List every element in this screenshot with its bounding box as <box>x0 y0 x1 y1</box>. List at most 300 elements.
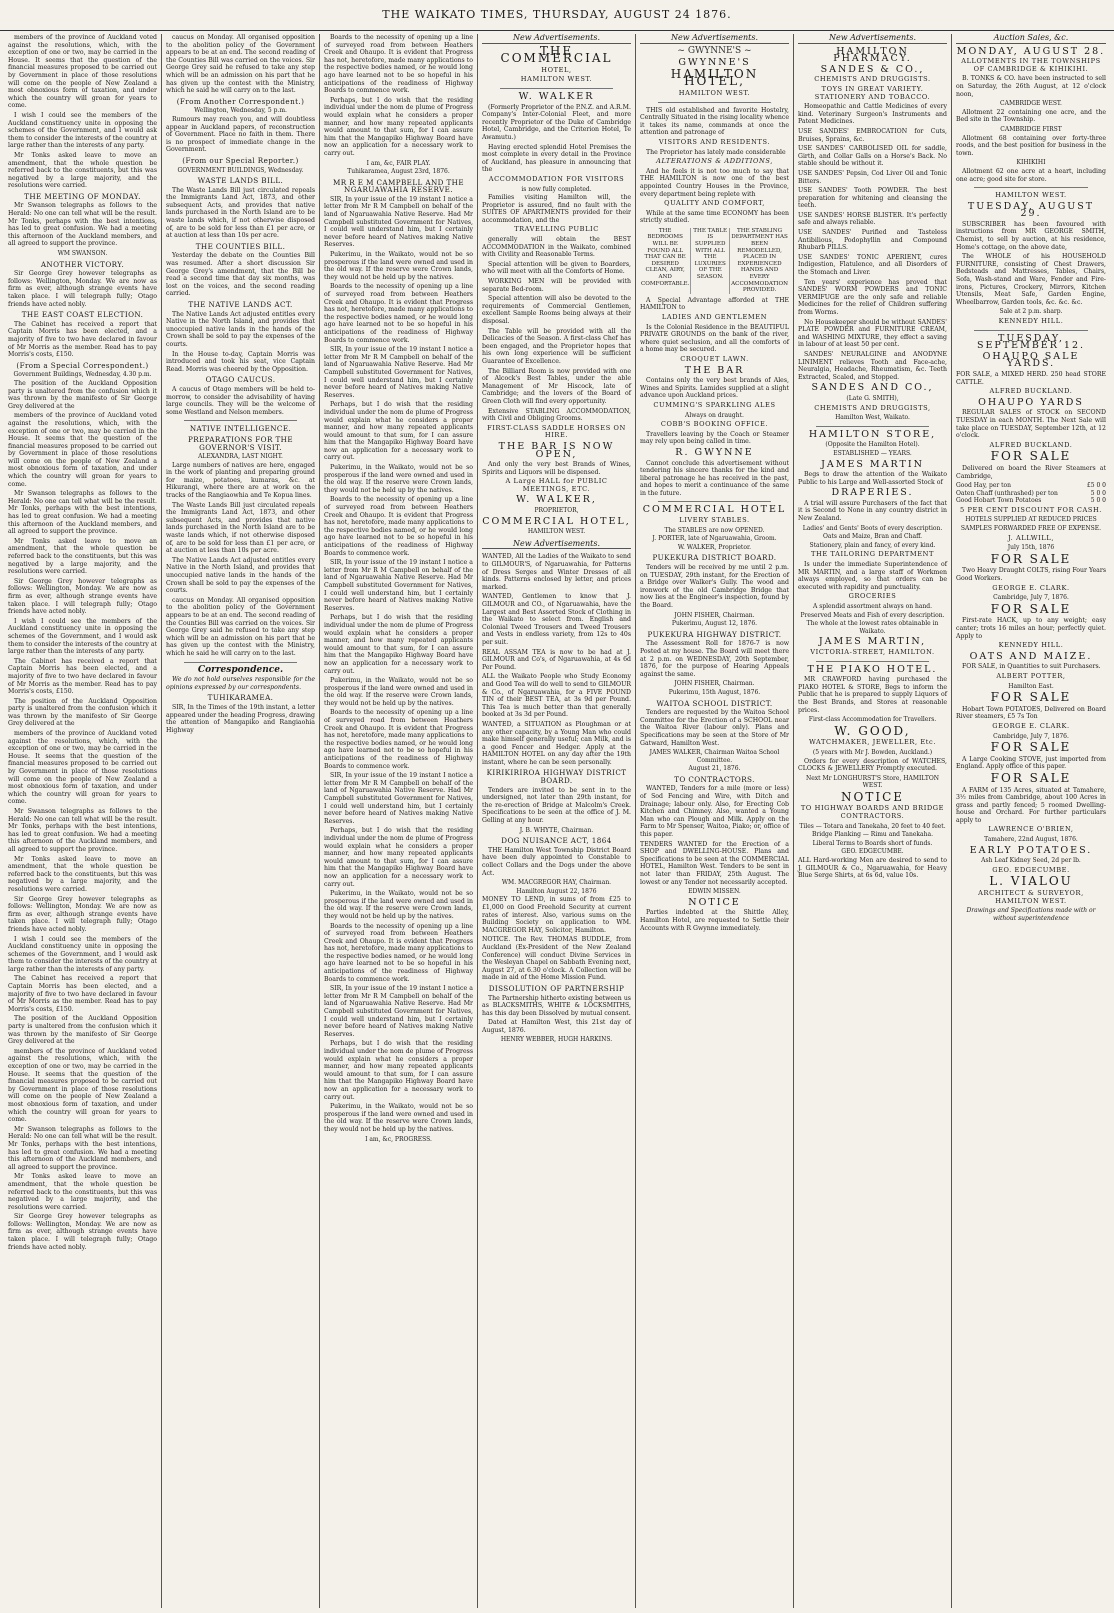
feature-table: THE TABLE IS SUPPLIED WITH ALL THE LUXURIES OF THE SEASON. <box>691 228 730 294</box>
signature: J. B. WHYTE, Chairman. <box>519 826 594 834</box>
section-heading: THE COUNTIES BILL. <box>195 241 286 251</box>
ad-title: FOR SALE <box>990 770 1072 785</box>
ad-emphasis: THE BAR IS NOW OPEN, <box>498 440 615 460</box>
ad-paragraph: The Partnership hitherto existing between us as BLACKSMITHS, WHITE & LOCKSMITHS, has this day been Dissolved by mutual consent. <box>482 994 631 1017</box>
ad-line: Bridge Planking — Rimu and Tanekaha. <box>812 831 933 839</box>
ad-heading: PUKEKURA HIGHWAY DISTRICT. <box>647 629 782 639</box>
article-paragraph: Pukerimu, in the Waikato, would not be so prosperous if the land were owned and used in the old way. If the reserve were Crown lands, they would not be held up by the natives. <box>324 890 473 920</box>
column-header: New Advertisements. <box>482 34 631 44</box>
signature: ALFRED BUCKLAND. <box>989 387 1073 396</box>
signature: EDWIN MISSEN. <box>688 888 741 896</box>
ad-paragraph: (Formerly Proprietor of the P.N.Z. and A.R.M. Company's Inter-Colonial Fleet, and more recently Proprietor of the Duke of Cambridge Hotel, Cambridge, and the Criterion Hotel, Te Awamutu.) <box>482 103 631 141</box>
ad-title: NOTICE <box>840 789 905 804</box>
article-paragraph: Pukerimu, in the Waikato, would not be so prosperous if the land were owned and used in the old way. If the reserve were Crown lands, they would not be held up by the natives. <box>324 1103 473 1133</box>
newspaper-page <box>4 34 1110 1608</box>
column-header: Auction Sales, &c. <box>956 34 1106 44</box>
ad-subtitle: TO HIGHWAY BOARDS AND BRIDGE CONTRACTORS. <box>800 804 945 821</box>
section-heading: NATIVE INTELLIGENCE. <box>189 424 292 434</box>
ad-line: HAMILTON WEST. <box>527 528 586 536</box>
ad-emphasis: LADIES AND GENTLEMEN <box>661 313 768 321</box>
ad-paragraph: B. TONKS & CO. have been instructed to sell on Saturday, the 26th August, at 12 o'clock noon, <box>956 75 1106 98</box>
article-paragraph: Rumours may reach you, and will doubtless appear in Auckland papers, of reconstruction of Government. Place no faith in them. There is no prospect of immediate change in the Government. <box>166 115 315 154</box>
ad-paragraph: The Proprietor has lately made considerable <box>646 148 786 156</box>
dateline: Pukerimu, August 12, 1876. <box>671 620 758 628</box>
ad-paragraph: FOR SALE, in Quantities to suit Purchasers. <box>962 663 1101 671</box>
feature-boxes <box>640 228 789 294</box>
ad-heading: TO CONTRACTORS. <box>674 774 755 784</box>
article-paragraph: Boards to the necessity of opening up a line of surveyed road from between Heathers Creek and Ohaupo. It is evident that Progress has not, heretofore, made many applications to the respective bodies named, or he would long ago have learned not to be so hopeful in his anticipations of the readiness of Highway Boards to commence work. <box>324 283 473 344</box>
ad-title: FOR SALE <box>990 449 1072 464</box>
article-paragraph: Mr Swanson telegraphs as follows to the Herald: No one can tell what will be the result. Mr Tonks, perhaps with the best intentions, has led to great confusion. We had a meeting this afternoon of the Auckland members, and all agreed to support the province. <box>8 202 157 248</box>
ad-title: FOR SALE <box>990 690 1072 705</box>
divider <box>658 501 771 502</box>
ad-heading: KIRIKIRIROA HIGHWAY DISTRICT BOARD. <box>486 768 627 786</box>
ad-paragraph: Parties indebted at the Shittle Alley, Hamilton Hotel, are requested to Settle their Accounts with R Gwynne immediately. <box>640 909 789 932</box>
ad-name: W. WALKER <box>518 90 595 102</box>
column-2 <box>162 34 320 1608</box>
article-paragraph: SIR, In your issue of the 19 instant I notice a letter from Mr R M Campbell on behalf of the land of Ngaruawahia Native Reserve. Had Mr Campbell substituted Government for Natives, I could well understand him, but I certainly never before heard of Natives making Native Reserves. <box>324 772 473 825</box>
ad-title: HAMILTON PHARMACY. <box>833 45 912 65</box>
ad-line: PROPRIETOR, <box>534 507 579 515</box>
section-heading: OTAGO CAUCUS. <box>205 375 276 385</box>
ad-subtitle: CHEMISTS AND DRUGGISTS, <box>814 403 931 412</box>
column-4 <box>478 34 636 1608</box>
editorial-note: We do not hold ourselves responsible for the opinions expressed by our correspondents. <box>166 676 315 691</box>
ad-line: Tiles — Totara and Tanekaha, 20 feet to 40 feet. <box>799 822 946 830</box>
ad-line: Drawings and Specifications made with or without superintendence <box>966 907 1096 922</box>
column-6 <box>794 34 952 1608</box>
ad-paragraph: Hobart Town POTATOES, Delivered on Board River steamers, £5 7s Ton <box>956 705 1106 721</box>
article-paragraph: members of the province of Auckland voted against the resolutions, which, with the exception of one or two, may be carried in the House. It seems that the question of the financial measures proposed to be carried out by Government in place of those resolutions will come on the people of New Zealand a most obnoxious form of taxation, and under which the country will groan for years to come. <box>8 34 157 110</box>
ad-paragraph: A trial will assure Purchasers of the fact that it is Second to None in any country district in New Zealand. <box>798 499 947 523</box>
masthead <box>0 0 1114 31</box>
ad-paragraph: Travellers leaving by the Coach or Steamer may rely upon being called in time. <box>640 430 789 446</box>
section-heading: ANOTHER VICTORY. <box>40 259 125 269</box>
ad-paragraph: WORKING MEN will be provided with separate Bed-room. <box>482 278 631 293</box>
section-heading: MR R E M CAMPBELL AND THE NGARUAWAHIA RESERVE. <box>332 177 464 195</box>
ad-paragraph: First-rate HACK, up to any weight; easy canter; trots 16 miles an hour; perfectly quiet. Apply to <box>956 617 1106 640</box>
dateline: Hamilton August 22, 1876 <box>516 887 597 895</box>
ad-emphasis: CROQUET LAWN. <box>680 354 749 363</box>
section-heading: (From a Special Correspondent.) <box>16 360 149 370</box>
signature: KENNEDY HILL. <box>998 317 1064 325</box>
article-paragraph: Yesterday the debate on the Counties Bill was resumed. After a short discussion Sir George Grey's amendment, that the Bill be read a second time that day six months, was lost on the voices, and the second reading carried. <box>166 252 315 298</box>
ad-paragraph: ALL Hard-working Men are desired to send to J. GILMOUR & Co., Ngaruawahia, for Heavy Blue Serge Shirts, at 6s 6d, value 10s. <box>798 857 947 880</box>
signature: W. WALKER, Proprietor. <box>677 543 752 551</box>
article-paragraph: SIR, In your issue of the 19 instant I notice a letter from Mr R M Campbell on behalf of the land of Ngaruawahia Native Reserve. Had Mr Campbell substituted Government for Natives, I could well understand him, but I certainly never before heard of Natives making Native Reserves. <box>324 346 473 399</box>
ad-paragraph: Special attention will also be devoted to the requirements of Commercial Gentlemen, excellent Sample Rooms being always at their disposal. <box>482 295 631 325</box>
ad-line: J. PORTER, late of Ngaruawahia, Groom. <box>652 535 777 543</box>
price-row: Oaten Chaff (unthrashed) per ton 5 0 0 <box>956 489 1106 497</box>
article-paragraph: caucus on Monday. All organised opposition to the abolition policy of the Government appears to be at an end. The second reading of the Counties Bill was carried on the voices. Sir George Grey said he refused to take any step which will be an admission on his part that he has given up the contest with the Ministry, which he said he will carry on to the last. <box>166 596 315 657</box>
article-paragraph: Perhaps, but I do wish that the residing individual under the nom de plume of Progress would explain what he considers a proper manner, and how many repeated applicants would amount to that sum, for I can assure him that the Mangapiko Highway Board have now an application for a necessary work to carry out. <box>324 614 473 675</box>
ad-line: A splendid assortment always on hand. <box>812 603 933 610</box>
ad-paragraph: Allotment 22 containing one acre, and the Bed site in the Township. <box>956 108 1106 124</box>
ad-emphasis: ALTERATIONS & ADDITIONS, <box>656 157 773 166</box>
ad-paragraph: USE SANDES' Purified and Tasteless Antibilious, Podophyllin and Compound Rhubarb PILLS. <box>798 229 947 252</box>
ad-paragraph: MR CRAWFORD having purchased the PIAKO HOTEL & STORE, Begs to inform the Public that he is prepared to supply Liquors of the Best Brands, and Stores at reasonable prices. <box>798 676 947 714</box>
ad-line: KIHIKIHI <box>1016 159 1046 167</box>
ad-emphasis: VISITORS AND RESIDENTS. <box>658 137 771 146</box>
article-paragraph: I wish I could see the members of the Auckland constituency unite in opposing the schemes of the Government, and I would ask them to consider the interests of the country at large rather than the interests of any party. <box>8 935 157 973</box>
ad-line: Next Mr LONGHURST'S Store, HAMILTON WEST. <box>805 774 940 790</box>
ad-line: Liberal Terms to Boards short of funds. <box>812 839 933 847</box>
ad-paragraph: Families visiting Hamilton will, the Proprietor is assured, find no fault with the SUITES OF APARTMENTS provided for their accommodation, and the <box>482 194 631 224</box>
article-paragraph: Pukerimu, in the Waikato, would not be so prosperous if the land were owned and used in the old way. If the reserve were Crown lands, they would not be held up by the natives. <box>324 677 473 707</box>
ad-title: THE COMMERCIAL <box>500 43 613 66</box>
ad-paragraph: SANDES' NEURALGINE and ANODYNE LINIMENT relieves Tooth and Face-ache, Neuralgia, Headache, Rheumatism, &c. Teeth Extracted, Scaled, and Stopped. <box>798 350 947 381</box>
ad-paragraph: WANTED, Tenders for a mile (more or less) of Sod Fencing and Wire, with Ditch and Drainage; labour only. Also, for Erecting Cob Kitchen and Chimney. Also, wanted a Young Man who can Plough and Milk. Apply on the Farm to Mr Spenser, Waitoa, Piako; or, office of this paper. <box>640 785 789 839</box>
sale-date: MONDAY, AUGUST 28. <box>956 45 1106 57</box>
feature-stabling: THE STABLING DEPARTMENT HAS BEEN REMODELLED, PLACED IN EXPERIENCED HANDS AND EVERY ACCOMMODATION PROVIDED. <box>731 227 788 294</box>
article-paragraph: Sir George Grey however telegraphs as follows: Wellington, Monday. We are now as firm as ever, although strange events have taken place. I will telegraph fully; Otago friends have acted nobly. <box>8 895 157 933</box>
dateline: Tuhikaramea, August 23rd, 1876. <box>347 168 450 176</box>
ad-paragraph: Tenders are requested by the Waitoa School Committee for the Erection of a SCHOOL near the Waitoa River (labour only). Plans and Specifications may be seen at the Store of Mr Gatward, Hamilton West. <box>640 709 789 747</box>
article-paragraph: Mr Swanson telegraphs as follows to the Herald: No one can tell what will be the result. Mr Tonks, perhaps with the best intentions, has led to great confusion. We had a meeting this afternoon of the Auckland members, and all agreed to support the province. <box>8 1125 157 1171</box>
ad-title: COMMERCIAL HOTEL <box>642 504 787 516</box>
article-paragraph: Perhaps, but I do wish that the residing individual under the nom de plume of Progress would explain what he considers a proper manner, and how many repeated applicants would amount to that sum, for I can assure him that the Mangapiko Highway Board have now an application for a necessary work to carry out. <box>324 1040 473 1101</box>
dateline: GOVERNMENT BUILDINGS, Wednesday. <box>177 166 304 174</box>
ad-title: L. VIALOU <box>989 874 1073 889</box>
ad-subtitle: ALLOTMENTS IN THE TOWNSHIPS OF CAMBRIDGE & KIHIKIHI. <box>961 57 1101 73</box>
ad-paragraph: Orders for every description of WATCHES, CLOCKS & JEWELLERY Promptly executed. <box>798 757 947 773</box>
article-paragraph: Boards to the necessity of opening up a line of surveyed road from between Heathers Creek and Ohaupo. It is evident that Progress has not, heretofore, made many applications to the respective bodies named, or he would long ago have learned not to be so hopeful in his anticipations of the readiness of Highway Boards to commence work. <box>324 496 473 557</box>
ad-emphasis: DRAPERIES. <box>831 487 914 499</box>
section-heading: PREPARATIONS FOR THE GOVERNOR'S VISIT. <box>188 434 293 452</box>
divider <box>816 426 929 427</box>
ad-subtitle: VICTORIA-STREET, HAMILTON. <box>810 647 935 656</box>
ad-line: The whole at the lowest rates obtainable in Waikato. <box>806 620 939 635</box>
column-1 <box>4 34 162 1608</box>
ad-paragraph: REGULAR SALES of STOCK on SECOND TUESDAY in each MONTH. The Next Sale will take place on TUESDAY, September 12th, at 12 o'clock. <box>956 409 1106 440</box>
column-3 <box>320 34 478 1608</box>
ad-paragraph: Dated at Hamilton West, this 21st day of August, 1876. <box>482 1019 631 1034</box>
ad-paragraph: TENDERS WANTED for the Erection of a SHOP and DWELLING-HOUSE. Plans and Specifications to be seen at the COMMERCIAL HOTEL, Hamilton West. Tenders to be sent in not later than FRIDAY, 25th August. The lowest or any Tender not necessarily accepted. <box>640 840 789 886</box>
signature: ALFRED BUCKLAND. <box>989 440 1073 449</box>
article-paragraph: The Cabinet has received a report that Captain Morris has been elected, and a majority of five to two have declared in favour of Mr Morris as the member. Read has to pay Morris's costs, £150. <box>8 657 157 696</box>
ad-line: SAMPLES FORWARDED FREE OF EXPENSE. <box>960 525 1102 533</box>
ad-title: HAMILTON HOTEL, <box>670 66 759 89</box>
dateline: Pukerimu, 15th August, 1876. <box>668 688 761 696</box>
ad-emphasis: THE TAILORING DEPARTMENT <box>810 550 935 559</box>
price-row: Good Hobart Town Potatoes 5 0 0 <box>956 497 1106 505</box>
ad-paragraph: Extensive STABLING ACCOMMODATION, with Civil and Obliging Grooms. <box>482 407 631 423</box>
article-paragraph: SIR, In your issue of the 19 instant I notice a letter from Mr R M Campbell on behalf of the land of Ngaruawahia Native Reserve. Had Mr Campbell substituted Government for Natives, I could well understand him, but I certainly never before heard of Natives making Native Reserves. <box>324 985 473 1038</box>
ad-line: HOTELS SUPPLIED AT REDUCED PRICES <box>965 516 1097 524</box>
ad-paragraph: Ten years' experience has proved that SANDES' WORM POWDERS and TONIC VERMIFUGE are the only safe and reliable Medicines for the relief of Children suffering from Worms. <box>798 278 947 316</box>
article-paragraph: In the House to-day, Captain Morris was introduced and took his seat, vice Captain Read. Morris was cheered by the Opposition. <box>166 350 315 373</box>
ad-line: (Late G. SMITH), <box>846 394 899 402</box>
ad-line: CAMBRIDGE FIRST <box>1000 125 1062 133</box>
article-paragraph: The Cabinet has received a report that Captain Morris has been elected, and a majority of five to two have declared in favour of Mr Morris as the member. Read has to pay Morris's costs, £150. <box>8 975 157 1013</box>
ad-paragraph: USE SANDES' Tooth POWDER. The best preparation for whitening and cleansing the teeth. <box>798 187 947 210</box>
ad-paragraph: Is the Colonial Residence in the BEAUTIFUL PRIVATE GROUNDS on the bank of the river, where quiet seclusion, and all the comforts of a home may be secured. <box>640 323 789 354</box>
article-paragraph: SIR, In the Times of the 19th instant, a letter appeared under the heading Progress, drawing the attention of Mangapiko and Rangiaohia Highway <box>166 703 315 734</box>
signature: GEO. EDGECUMBE. <box>992 865 1070 874</box>
article-paragraph: The position of the Auckland Opposition party is unaltered from the confusion which it was thrown by the manifesto of Sir George Grey delivered at the <box>8 379 157 410</box>
signature: KENNEDY HILL. <box>998 641 1064 650</box>
article-paragraph: Perhaps, but I do wish that the residing individual under the nom de plume of Progress would explain what he considers a proper manner, and how many repeated applicants would amount to that sum, for I can assure him that the Mangapiko Highway Board have now an application for a necessary work to carry out. <box>324 827 473 888</box>
article-paragraph: members of the province of Auckland voted against the resolutions, which, with the exception of one or two, may be carried in the House. It seems that the question of the financial measures proposed to be carried out by Government in place of those resolutions will come on the people of New Zealand a most obnoxious form of taxation, and under which the country will groan for years to come. <box>8 412 157 488</box>
section-heading: (From our Special Reporter.) <box>182 155 299 165</box>
ad-line: Oats and Maize, Bran and Chaff. <box>822 533 923 541</box>
hotel-ornament: ~ GWYNNE'S ~ <box>677 45 752 56</box>
ad-title: OATS AND MAIZE. <box>969 650 1093 662</box>
ad-paragraph: NOTICE. The Rev. THOMAS BUDDLE, from Auckland (Ex-President of the New Zealand Conference) will conduct Divine Services in the Wesleyan Chapel on Sabbath Evening next, August 27, at 6.30 o'clock. A Collection will be made in aid of the Home Mission Fund. <box>482 936 631 982</box>
article-paragraph: SIR, In your issue of the 19 instant I notice a letter from Mr R M Campbell on behalf of the land of Ngaruawahia Native Reserve. Had Mr Campbell substituted Government for Natives, I could well understand him, but I certainly never before heard of Natives making Native Reserves. <box>324 195 473 249</box>
ad-name: SANDES AND CO., <box>811 382 934 394</box>
article-paragraph: The position of the Auckland Opposition party is unaltered from the confusion which it was thrown by the manifesto of Sir George Grey delivered at the <box>8 1015 157 1046</box>
article-paragraph: Mr Tonks asked leave to move an amendment, that the whole question be referred back to the constituents, but this was negatived by a large majority, and the resolutions were carried. <box>8 537 157 576</box>
ad-line: ESTABLISHED — YEARS. <box>833 449 912 457</box>
signature: JOHN FISHER, Chairman. <box>674 680 755 688</box>
signature: GEORGE E. CLARK. <box>992 721 1070 730</box>
article-paragraph: The Native Lands Act adjusted entitles every Native in the North Island, and provides that unoccupied native lands in the hands of the Crown shall be sold to pay the expenses of the courts. <box>166 556 315 595</box>
dateline: ALEXANDRA, LAST NIGHT. <box>198 453 283 461</box>
ad-name: JAMES MARTIN <box>821 458 924 470</box>
signature: HENRY WEBBER, HUGH HARKINS. <box>500 1036 613 1044</box>
ad-emphasis: 5 PER CENT DISCOUNT FOR CASH. <box>959 505 1102 514</box>
ad-paragraph: REAL ASSAM TEA is now to be had at J. GILMOUR and Co's, of Ngaruawahia, at 4s 6d Per Pound. <box>482 648 631 671</box>
ad-title: EARLY POTATOES. <box>969 844 1093 856</box>
ad-title: HAMILTON STORE, <box>808 428 937 440</box>
ad-paragraph: WANTED, Gentlemen to know that J. GILMOUR and CO., of Ngaruawahia, have the Largest and Best Assorted Stock of Clothing in the Waikato to select from. English and Colonial Tweed Trousers and Tweed Trousers and Vests in endless variety, from 12s to 40s per suit. <box>482 593 631 646</box>
ad-subtitle: TOYS IN GREAT VARIETY. STATIONERY AND TOBACCO. <box>814 84 931 101</box>
ad-line: Ladies' and Gents' Boots of every description. <box>802 524 943 532</box>
article-paragraph: Mr Swanson telegraphs as follows to the Herald: No one can tell what will be the result. Mr Tonks, perhaps with the best intentions, has led to great confusion. We had a meeting this afternoon of the Auckland members, and all agreed to support the province. <box>8 490 157 536</box>
ad-title: FOR SALE <box>990 601 1072 616</box>
ad-paragraph: THIS old established and favorite Hostelry, Centrally Situated in the rising locality whence it takes its name, commands at once the attention and patronage of <box>640 106 789 137</box>
dateline: Cambridge, July 7, 1876. <box>993 594 1069 602</box>
divider <box>184 420 297 421</box>
ad-subtitle: HAMILTON WEST. <box>520 75 593 84</box>
signature: I am, &c, PROGRESS. <box>365 1135 432 1143</box>
article-paragraph: caucus on Monday. All organised opposition to the abolition policy of the Government appears to be at an end. The second reading of the Counties Bill was carried on the voices. Sir George Grey said he refused to take any step which will be an admission on his part that he has given up the contest with the Ministry, which he said he will carry on to the last. <box>166 34 315 95</box>
ad-subtitle: WATCHMAKER, JEWELLER, Etc. <box>808 738 937 747</box>
ad-paragraph: Begs to draw the attention of the Waikato Public to his Large and Well-assorted Stock of <box>798 471 947 486</box>
ad-emphasis: COBB'S BOOKING OFFICE. <box>660 420 769 429</box>
article-paragraph: A caucus of Otago members will be held to-morrow, to consider the advisability of having large councils. They will be the welcome of some Westland and Nelson members. <box>166 385 315 416</box>
section-heading: THE MEETING OF MONDAY. <box>24 191 141 201</box>
dateline: July 15th, 1876 <box>1007 544 1055 552</box>
ad-subtitle: HAMILTON WEST. <box>995 191 1067 200</box>
ad-name: R. GWYNNE <box>675 446 754 458</box>
article-paragraph: Boards to the necessity of opening up a line of surveyed road from between Heathers Creek and Ohaupo. It is evident that Progress has not, heretofore, made many applications to the respective bodies named, or he would long ago have learned not to be so hopeful in his anticipations of the readiness of Highway Boards to commence work. <box>324 709 473 770</box>
divider <box>816 661 929 662</box>
ad-paragraph: USE SANDES' TONIC APERIENT, cures Indigestion, Flatulence, and all Disorders of the Stomach and Liver. <box>798 253 947 277</box>
dateline: August 21, 1876. <box>688 765 741 773</box>
article-paragraph: Perhaps, but I do wish that the residing individual under the nom de plume of Progress would explain what he considers a proper manner, and how many repeated applicants would amount to that sum, for I can assure him that the Mangapiko Highway Board have now an application for a necessary work to carry out. <box>324 96 473 157</box>
article-paragraph: Boards to the necessity of opening up a line of surveyed road from between Heathers Creek and Ohaupo. It is evident that Progress has not, heretofore, made many applications to the respective bodies named, or he would long ago have learned not to be so hopeful in his anticipations of the readiness of Highway Boards to commence work. <box>324 922 473 983</box>
article-paragraph: Pukerimu, in the Waikato, would not be so prosperous if the land were owned and used in the old way. If the reserve were Crown lands, they would not be held up by the natives. <box>324 251 473 281</box>
article-paragraph: The Cabinet has received a report that Captain Morris has been elected, and a majority of five to two have declared in favour of Mr Morris as the member. Read has to pay Morris's costs, £150. <box>8 320 157 359</box>
article-paragraph: Large numbers of natives are here, engaged in the work of planting and preparing ground for maize, potatoes, kumaras, &c. at Hikurangi, where there are at work on the tracks of the Rangiaowhia and Te Kopua lines. <box>166 461 315 500</box>
article-paragraph: Mr Tonks asked leave to move an amendment, that the whole question be referred back to the constituents, but this was negatived by a large majority, and the resolutions were carried. <box>8 855 157 893</box>
ad-line: Always on draught. <box>685 411 744 419</box>
signature: GEORGE E. CLARK. <box>992 583 1070 592</box>
ad-paragraph: A Special Advantage afforded at THE HAMILTON to <box>640 296 789 312</box>
ad-paragraph: The Assessment Roll for 1876-7 is now Posted at my house. The Board will meet there at 2 p.m. on WEDNESDAY, 20th September, 1876, for the purpose of Hearing Appeals against the same. <box>640 640 789 678</box>
column-header: New Advertisements. <box>482 540 631 550</box>
article-paragraph: Sir George Grey however telegraphs as follows: Wellington, Monday. We are now as firm as ever, although strange events have taken place. I will telegraph fully; Otago friends have acted nobly. <box>8 1213 157 1251</box>
ad-paragraph: Tenders will be received by me until 2 p.m. on TUESDAY, 29th instant, for the Erection of a Bridge over Walker's Gully. The wood and ironwork of the old Cambridge Bridge that now lies at the Engineer's inspection, found by the Board. <box>640 564 789 609</box>
ad-emphasis: ACCOMMODATION FOR VISITORS <box>488 174 625 183</box>
dateline: Cambridge, July 7, 1876. <box>993 732 1069 740</box>
masthead-title: THE WAIKATO TIMES, THURSDAY, AUGUST 24 1876. <box>382 8 732 21</box>
price-row: Good Hay, per ton £5 0 0 <box>956 482 1106 490</box>
dateline: Wellington, Wednesday, 5 p.m. <box>194 107 287 115</box>
article-paragraph: members of the province of Auckland voted against the resolutions, which, with the exception of one or two, may be carried in the House. It seems that the question of the financial measures proposed to be carried out by Government in place of those resolutions will come on the people of New Zealand a most obnoxious form of taxation, and under which the country will groan for years to come. <box>8 730 157 806</box>
ad-title: FOR SALE <box>990 551 1072 566</box>
ad-paragraph: Delivered on board the River Steamers at Cambridge, <box>956 464 1106 480</box>
sale-date: TUESDAY, SEPTEMBER 12. <box>976 332 1086 352</box>
ad-line: The STABLES are now OPENED. <box>664 526 765 534</box>
divider <box>184 662 297 663</box>
signature: JOHN FISHER, Chairman. <box>674 611 755 619</box>
ad-emphasis: TRAVELLING PUBLIC <box>514 225 599 234</box>
ad-paragraph: Tenders are invited to be sent in to the undersigned, not later than 29th instant, for the re-erection of Bridge at Malcolm's Creek. Specifications to be seen at the office of J. M. Gelling at any hour. <box>482 786 631 825</box>
ad-emphasis: A Large HALL for PUBLIC MEETINGS, ETC. <box>505 477 608 493</box>
ad-paragraph: Contains only the very best brands of Ales, Wines and Spirits. Lamides supplied at a slight advance upon Auckland prices. <box>640 377 789 400</box>
section-heading: WASTE LANDS BILL. <box>197 176 284 186</box>
divider <box>974 187 1088 188</box>
article-paragraph: Boards to the necessity of opening up a line of surveyed road from between Heathers Creek and Ohaupo. It is evident that Progress has not, heretofore, made many applications to the respective bodies named, or he would long ago have learned not to be so hopeful in his anticipations of the readiness of Highway Boards to commence work. <box>324 34 473 95</box>
ad-paragraph: WANTED, All the Ladies of the Waikato to send to GILMOUR'S, of Ngaruawahia, for Patterns of Dress Serges and Winter Dresses of all kinds. Patterns enclosed by letter, and prices marked. <box>482 553 631 591</box>
article-paragraph: Mr Swanson telegraphs as follows to the Herald: No one can tell what will be the result. Mr Tonks, perhaps with the best intentions, has led to great confusion. We had a meeting this afternoon of the Auckland members, and all agreed to support the province. <box>8 808 157 853</box>
sale-date: TUESDAY, AUGUST 29. <box>967 200 1095 220</box>
ad-line: Sale at 2 p.m. sharp. <box>999 308 1063 316</box>
ad-line: Ash Leaf Kidney Seed, 2d per lb. <box>981 857 1081 865</box>
ad-paragraph: Two Heavy Draught COLTS, rising Four Years Good Workers. <box>956 567 1106 583</box>
ad-name: SANDES & CO., <box>820 63 925 75</box>
section-heading: (From Another Correspondent.) <box>176 96 305 106</box>
ad-paragraph: ALL the Waikato People who Study Economy and Good Tea will do well to send to GILMOUR & Co., of Ngaruawahia, for a FIVE POUND TIN of their BEST TEA, at 3s 9d per Pound. This Tea is much better than that generally booked at 3s 3d per Pound. <box>482 673 631 719</box>
ad-title: W. GOOD, <box>834 723 911 738</box>
feature-bedrooms: THE BEDROOMS WILL BE FOUND ALL THAT CAN BE DESIRED CLEAN, AIRY, AND COMFORTABLE. <box>640 228 691 294</box>
ad-line: (Opposite the Hamilton Hotel). <box>825 441 920 449</box>
ad-paragraph: USE SANDES' EMBROCATION for Cuts, Bruises, Sprains, &c. <box>798 127 947 143</box>
signature: ALBERT POTTER, <box>996 671 1066 680</box>
ad-paragraph: No Housekeeper should be without SANDES' PLATE POWDER and FURNITURE CREAM, and WASHING MIXTURE, they effect a saving in labour of at least 50 per cent. <box>798 318 947 349</box>
ad-paragraph: And he feels it is not too much to say that THE HAMILTON is now one of the best appointed Country Houses in the Province, every department being replete with <box>640 167 789 198</box>
ad-subtitle: HAMILTON WEST. <box>678 88 751 97</box>
ad-paragraph: Allotment 62 one acre at a heart, including one acre; good site for store. <box>956 167 1106 183</box>
article-paragraph: SIR, In your issue of the 19 instant I notice a letter from Mr R M Campbell on behalf of the land of Ngaruawahia Native Reserve. Had Mr Campbell substituted Government for Natives, I could well understand him, but I certainly never before heard of Natives making Native Reserves. <box>324 559 473 612</box>
ad-heading: PUKEKURA DISTRICT BOARD. <box>652 553 777 563</box>
column-5 <box>636 34 794 1608</box>
ad-paragraph: While at the same time ECONOMY has been strictly studied. <box>640 209 789 225</box>
ad-paragraph: A FARM of 135 Acres, situated at Tamahere, 3½ miles from Cambridge, about 100 Acres in grass and partly fenced; 5 roomed Dwelling-house and Orchard. For further particulars apply to <box>956 786 1106 824</box>
article-paragraph: Perhaps, but I do wish that the residing individual under the nom de plume of Progress would explain what he considers a proper manner, and how many repeated applicants would amount to that sum, for I can assure him that the Mangapiko Highway Board have now an application for a necessary work to carry out. <box>324 401 473 462</box>
ad-title: GWYNNE'S <box>678 57 751 69</box>
signature: WM SWANSON. <box>57 250 108 258</box>
ad-line: is now fully completed. <box>521 185 592 193</box>
ad-line: Hamilton West, Waikato. <box>835 414 910 422</box>
ad-emphasis: QUALITY AND COMFORT, <box>664 199 765 208</box>
ad-paragraph: Homeopathic and Cattle Medicines of every kind. Veterinary Surgeon's Instruments and Patent Medicines. <box>798 103 947 126</box>
ad-paragraph: Special attention will be given to Boarders, who will meet with all the Comforts of Home. <box>482 260 631 276</box>
ad-name: W. WALKER, <box>516 494 597 506</box>
section-heading: TUHIKARAMEA. <box>207 693 274 703</box>
section-heading: THE EAST COAST ELECTION. <box>21 310 144 320</box>
ad-paragraph: And only the very best Brands of Wines, Spirits and Liquors will be dispensed. <box>482 461 631 476</box>
ad-line: Preserved Meats and Fish of every description. <box>800 611 945 619</box>
article-paragraph: I wish I could see the members of the Auckland constituency unite in opposing the schemes of the Government, and I would ask them to consider the interests of the country at large rather than the interests of any party. <box>8 111 157 150</box>
article-paragraph: The Waste Lands Bill just circulated repeals the Immigrants Land Act, 1873, and other subsequent Acts, and provides that native lands purchased in the North Island are to be waste lands which, if not otherwise disposed of, are to be sold for less than £1 per acre, or at auction at less than 10s per acre. <box>166 501 315 555</box>
ad-subtitle: HOTEL, <box>541 65 572 74</box>
column-header: New Advertisements. <box>640 34 789 44</box>
signature: I am, &c, FAIR PLAY. <box>366 159 431 167</box>
signature: WM. MACGREGOR HAY, Chairman. <box>501 879 612 887</box>
article-paragraph: The Native Lands Act adjusted entitles every Native in the North Island, and provides that unoccupied native lands in the hands of the Crown shall be sold to pay the expenses of the courts. <box>166 310 315 348</box>
ad-title: FOR SALE <box>990 740 1072 755</box>
dateline: Government Buildings, Wednesday, 4.30 p.m. <box>13 371 152 379</box>
ad-paragraph: The WHOLE of his HOUSEHOLD FURNITURE, consisting of Chest Drawers, Bedsteads and Mattresses, Tables, Chairs, Sofa, Wash-stand and Ware, Fender and Fire-irons, Pictures, Crockery, Mirrors, Kitchen Utensils, Meat Safe, Garden Engine, Wheelbarrow, Garden tools, &c. &c. &c. <box>956 253 1106 306</box>
ad-title: NOTICE <box>688 896 741 908</box>
section-heading: THE NATIVE LANDS ACT. <box>188 300 293 309</box>
ad-paragraph: Having erected splendid Hotel Premises the most complete in every detail in the Province of Auckland, has pleasure in announcing that the <box>482 143 631 174</box>
ad-heading: WAITOA SCHOOL DISTRICT. <box>656 698 773 708</box>
divider <box>658 102 771 103</box>
ad-paragraph: THE Hamilton West Township District Board have been duly appointed to Constable to collect Collars and the Dogs under the above Act. <box>482 846 631 877</box>
article-paragraph: Mr Tonks asked leave to move an amendment, that the whole question be referred back to the constituents, but this was negatived by a large majority, and the resolutions were carried. <box>8 1173 157 1211</box>
ad-paragraph: USE SANDES' HORSE BLISTER. It's perfectly safe and always reliable. <box>798 211 947 227</box>
ad-paragraph: WANTED, a SITUATION as Ploughman or at any other capacity, by a Young Man who could make himself generally useful; can Milk, and is a good Fencer and Hedger. Apply at the HAMILTON HOTEL on any day after the 19th instant, where he can be seen personally. <box>482 720 631 766</box>
ad-paragraph: USE SANDES' Pepsin, Cod Liver Oil and Tonic Bitters. <box>798 169 947 185</box>
ad-paragraph: The Table will be provided with all the Delicacies of the Season. A first-class Chef has been engaged, and the Proprietor hopes that his own long experience will be sufficient Guarantee of Excellence. <box>482 327 631 365</box>
dateline: Tamahere, 22nd August, 1876. <box>984 836 1078 844</box>
article-paragraph: Mr Tonks asked leave to move an amendment, that the whole question be referred back to the constituents, but this was negatived by a large majority, and the resolutions were carried. <box>8 151 157 190</box>
ad-paragraph: A Large Cooking STOVE, just imported from England. Apply office of this paper. <box>956 755 1106 771</box>
divider <box>500 88 613 89</box>
price-list <box>956 482 1106 505</box>
ad-name: COMMERCIAL HOTEL, <box>482 515 631 527</box>
ad-paragraph: Is under the immediate Superintendence of MR MARTIN, and a large staff of Workmen always employed, so that orders can be executed with rapidity and punctuality. <box>798 561 947 591</box>
ad-emphasis: THE BAR <box>684 364 745 376</box>
ad-paragraph: SUBSCRIBER has been favoured with instructions from MR GEORGE SMITH, Chemist, to sell by auction, at his residence, Home's cottage, on the above date, <box>956 220 1106 251</box>
signature: J. ALLWILL, <box>1007 533 1055 542</box>
article-paragraph: The Waste Lands Bill just circulated repeals the Immigrants Land Act, 1873, and other subsequent Acts, and provides that native lands purchased in the North Island are to be waste lands which, if not otherwise disposed of, are to be sold for less than £1 per acre, or at auction at less than 10s per acre. <box>166 186 315 240</box>
ad-name: JAMES MARTIN, <box>818 636 927 648</box>
ad-paragraph: MONEY TO LEND, in sums of from £25 to £1,000 on Good Freehold Security at current rates of interest. Also, various sums on the Building Society on application to WM. MACGREGOR HAY, Solicitor, Hamilton. <box>482 896 631 934</box>
ad-line: CAMBRIDGE WEST. <box>1000 100 1062 108</box>
ad-line: Hamilton East. <box>1008 682 1054 690</box>
article-paragraph: I wish I could see the members of the Auckland constituency unite in opposing the schemes of the Government, and I would ask them to consider the interests of the country at large rather than the interests of any party. <box>8 617 157 656</box>
ad-paragraph: Allotment 68 containing over forty-three roods, and the best position for business in the town. <box>956 134 1106 157</box>
article-paragraph: The position of the Auckland Opposition party is unaltered from the confusion which it was thrown by the manifesto of Sir George Grey delivered at the <box>8 697 157 728</box>
ad-title: THE PIAKO HOTEL. <box>807 663 938 675</box>
ad-subtitle: LIVERY STABLES. <box>679 516 750 525</box>
article-paragraph: members of the province of Auckland voted against the resolutions, which, with the exception of one or two, may be carried in the House. It seems that the question of the financial measures proposed to be carried out by Government in place of those resolutions will come on the people of New Zealand a most obnoxious form of taxation, and under which the country will groan for years to come. <box>8 1047 157 1124</box>
column-header: New Advertisements. <box>798 34 947 44</box>
ad-subtitle: CHEMISTS AND DRUGGISTS. <box>814 75 931 84</box>
section-heading: Correspondence. <box>197 664 284 675</box>
ad-paragraph: FOR SALE, a MIXED HERD. 250 head STORE CATTLE. <box>956 370 1106 386</box>
ad-paragraph: The Billiard Room is now provided with one of Alcock's Best Tables, under the able Management of Mr Hiscock, late of Cambridge; and the lovers of the Board of Green Cloth will find every opportunity. <box>482 367 631 405</box>
article-paragraph: Sir George Grey however telegraphs as follows: Wellington, Monday. We are now as firm as ever, although strange events have taken place. I will telegraph fully; Otago friends have acted nobly. <box>8 270 157 308</box>
ad-paragraph: USE SANDES' CARBOLISED OIL for saddle, Girth, and Collar Galls on a Horse's Back. No stable should be without it. <box>798 145 947 168</box>
ad-emphasis: CUMMING'S SPARKLING ALES <box>653 400 776 409</box>
column-7 <box>952 34 1110 1608</box>
ad-title: OHAUPO YARDS <box>978 396 1084 408</box>
ad-subtitle: ARCHITECT & SURVEYOR, HAMILTON WEST. <box>978 889 1084 905</box>
divider <box>974 330 1088 331</box>
ad-emphasis: GROCERIES <box>848 592 897 601</box>
ad-line: First-class Accommodation for Travellers. <box>808 716 937 724</box>
ad-paragraph: Cannot conclude this advertisement without tendering his sincere thanks for the kind and liberal patronage he has received in the past, and hopes to merit a continuance of the same in the future. <box>640 459 789 497</box>
article-paragraph: Sir George Grey however telegraphs as follows: Wellington, Monday. We are now as firm as ever, although strange events have taken place. I will telegraph fully; Otago friends have acted nobly. <box>8 577 157 616</box>
signature: LAWRENCE O'BRIEN, <box>988 825 1074 834</box>
